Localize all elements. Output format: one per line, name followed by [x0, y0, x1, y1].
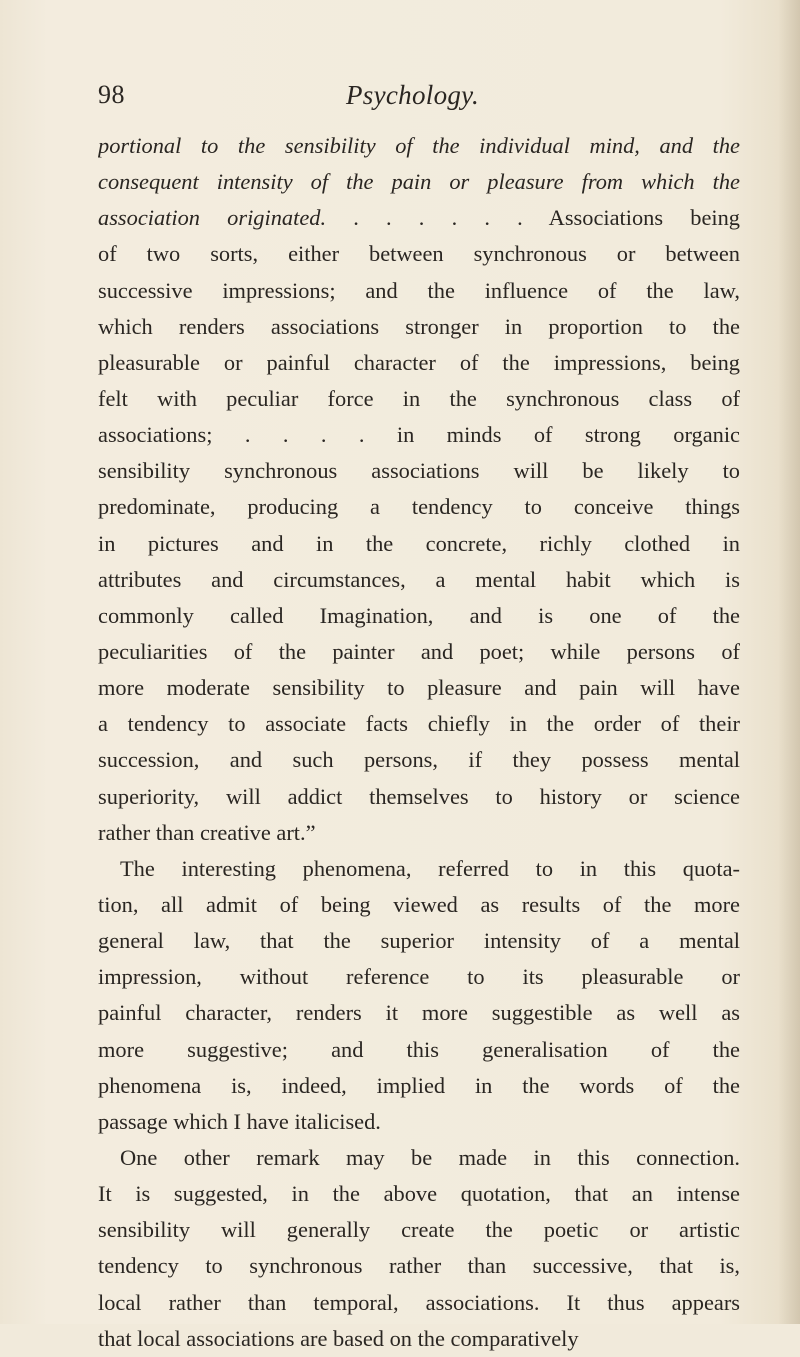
- text-line: [98, 887, 740, 923]
- text-run: a tendency to associate facts chiefly in the order of their: [98, 711, 740, 737]
- text-run: more suggestive; and this generalisation of the: [98, 1036, 740, 1062]
- text-line: [98, 1176, 740, 1212]
- text-line: [98, 1068, 740, 1104]
- text-run: predominate, producing a tendency to conceive things: [98, 494, 740, 520]
- text-run: more moderate sensibility to pleasure and pain will have: [98, 675, 740, 701]
- text-line: [98, 417, 740, 453]
- text-line: [98, 1032, 740, 1068]
- running-title: Psychology.: [346, 80, 480, 110]
- text-line: [98, 236, 740, 272]
- text-run: portional to the sensibility of the individual mind, and the: [98, 133, 740, 158]
- italic-run: association originated.: [98, 205, 327, 231]
- text-line: [98, 381, 740, 417]
- text-run: sensibility synchronous associations will be likely to: [98, 458, 740, 484]
- text-line: [98, 345, 740, 381]
- text-run: tion, all admit of being viewed as results of the more: [98, 891, 740, 917]
- text-run: consequent intensity of the pain or pleasure from which the: [98, 169, 740, 195]
- text-line: [98, 489, 740, 525]
- text-run: succession, and such persons, if they possess mental: [98, 747, 740, 773]
- text-line: [98, 1104, 740, 1140]
- text-run: which renders associations stronger in proportion to the: [98, 313, 740, 339]
- text-run: One other remark may be made in this connection.: [120, 1144, 740, 1170]
- text-line: [98, 742, 740, 778]
- text-run: local rather than temporal, associations. It thus appears: [98, 1289, 740, 1315]
- text-run: superiority, will addict themselves to history or science: [98, 783, 740, 809]
- text-line: [98, 670, 740, 706]
- text-line: [98, 453, 740, 489]
- page-number: 98: [98, 80, 125, 109]
- text-line: [98, 779, 740, 815]
- text-run: associations; . . . . in minds of strong organic: [98, 422, 740, 448]
- text-run: successive impressions; and the influence of the law,: [98, 277, 740, 303]
- text-run: pleasurable or painful character of the impressions, being: [98, 349, 740, 375]
- text-run: tendency to synchronous rather than successive, that is,: [98, 1253, 740, 1279]
- text-line: [98, 959, 740, 995]
- text-run: commonly called Imagination, and is one of the: [98, 602, 740, 628]
- text-run: impression, without reference to its pleasurable or: [98, 964, 740, 990]
- text-run: that local associations are based on the comparatively: [98, 1325, 579, 1351]
- running-head: [98, 80, 738, 120]
- page-edge-shadow: [778, 0, 800, 1324]
- text-line: [98, 706, 740, 742]
- text-line: [98, 1321, 740, 1357]
- text-line: [98, 562, 740, 598]
- text-run: attributes and circumstances, a mental habit which is: [98, 566, 740, 592]
- text-line: [98, 598, 740, 634]
- text-line: [98, 815, 740, 851]
- text-line: [98, 200, 740, 236]
- text-run: of two sorts, either between synchronous or between: [98, 241, 740, 267]
- text-run: in pictures and in the concrete, richly clothed in: [98, 530, 740, 556]
- text-line: [98, 995, 740, 1031]
- text-run: passage which I have italicised.: [98, 1108, 381, 1134]
- text-line: [98, 309, 740, 345]
- text-line: [98, 851, 740, 887]
- text-run: painful character, renders it more suggestible as well as: [98, 1000, 740, 1026]
- text-run: It is suggested, in the above quotation, that an intense: [98, 1181, 740, 1207]
- text-run: peculiarities of the painter and poet; while persons of: [98, 638, 740, 664]
- text-run: . . . . . . Associations being: [326, 205, 740, 231]
- text-run: The interesting phenomena, referred to in this quota-: [120, 855, 740, 881]
- text-line: [98, 923, 740, 959]
- text-run: felt with peculiar force in the synchronous class of: [98, 385, 740, 411]
- text-line: [98, 1285, 740, 1321]
- text-run: general law, that the superior intensity of a mental: [98, 928, 740, 954]
- text-line: [98, 128, 740, 164]
- text-run: phenomena is, indeed, implied in the words of the: [98, 1072, 740, 1098]
- text-line: [98, 1212, 740, 1248]
- text-run: sensibility will generally create the poetic or artistic: [98, 1217, 740, 1243]
- text-line: [98, 1140, 740, 1176]
- text-run: rather than creative art.”: [98, 819, 316, 845]
- body-text: [98, 128, 740, 1357]
- text-line: [98, 273, 740, 309]
- text-line: [98, 1248, 740, 1284]
- text-line: [98, 526, 740, 562]
- text-line: [98, 634, 740, 670]
- text-line: [98, 164, 740, 200]
